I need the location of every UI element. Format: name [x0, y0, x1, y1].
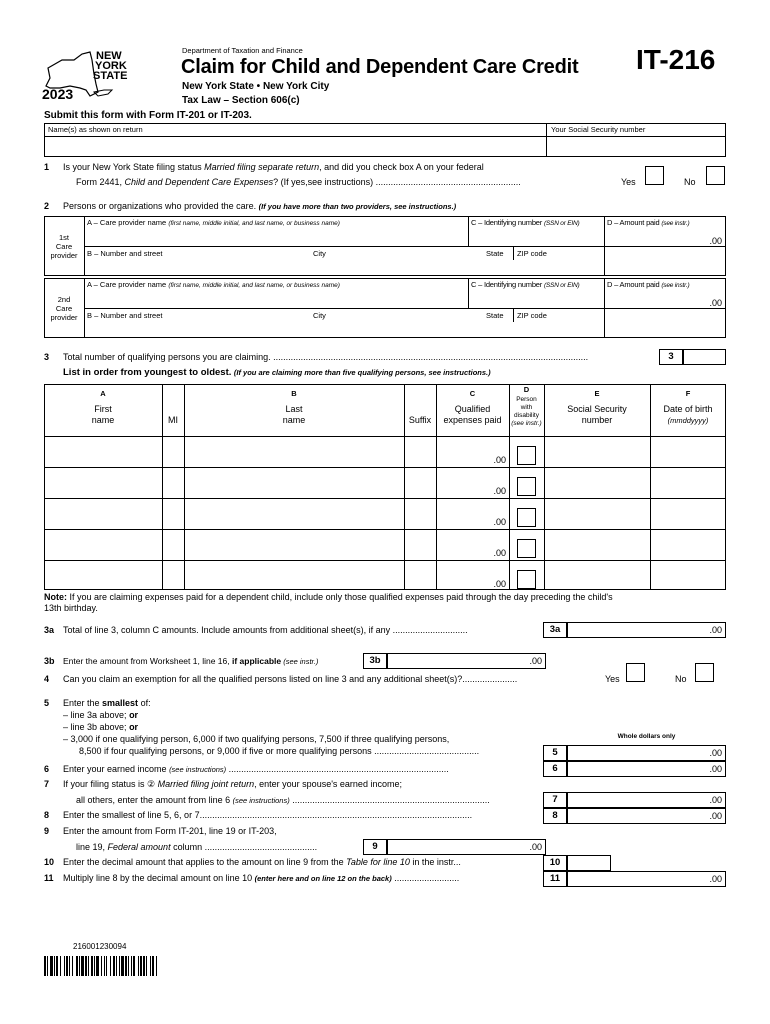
line5-smallest: smallest	[102, 698, 139, 708]
provider-1-street-label: B – Number and street	[87, 249, 163, 258]
line3a-text: Total of line 3, column C amounts. Include amounts from additional sheet(s), if any ..............................	[63, 625, 468, 635]
name-label: Name(s) as shown on return	[48, 125, 143, 134]
line6-number: 6	[44, 764, 50, 774]
col-d-label: (see instr.)	[511, 420, 542, 427]
col-b-label: name	[282, 415, 306, 425]
provider-2-name-field[interactable]	[85, 288, 467, 307]
provider-1-label	[45, 233, 83, 260]
line3-list-instruction: List in order from youngest to oldest.	[63, 367, 232, 378]
line10-field[interactable]	[567, 855, 611, 871]
provider-2-label-line: provider	[50, 313, 78, 322]
line5-option-or: or	[129, 722, 139, 732]
col-c-label: Qualified	[454, 404, 491, 414]
line4-yes-label: Yes	[605, 674, 620, 684]
line5-text-b: of:	[138, 698, 151, 708]
barcode-icon	[44, 956, 196, 976]
tax-law-reference: Tax Law – Section 606(c)	[182, 95, 300, 106]
line11-amount: .00	[709, 874, 722, 884]
form-subtitle: New York State • New York City	[182, 81, 330, 92]
line6-box-label: 6	[543, 761, 567, 777]
divider	[44, 560, 726, 561]
line5-option-text: – line 3a above;	[63, 710, 130, 720]
line3a-number: 3a	[44, 625, 55, 635]
line1-text-a	[63, 162, 484, 172]
col-b-letter: B	[291, 389, 297, 398]
row-1-expenses[interactable]: .00	[493, 455, 506, 465]
line11-number: 11	[44, 873, 54, 883]
line5-option-text: – line 3b above;	[63, 722, 130, 732]
row-4-disability-checkbox[interactable]	[517, 539, 536, 558]
line3-count-field[interactable]	[683, 349, 726, 365]
line6-leader: ........................................................................................	[226, 764, 449, 774]
logo-text-york: YORK	[95, 60, 127, 72]
col-e-header	[544, 404, 650, 426]
line3-number: 3	[44, 352, 50, 362]
line3-text: Total number of qualifying persons you are claiming. ..............................................................................................................................	[63, 352, 589, 362]
line1-number: 1	[44, 162, 50, 172]
provider-2-id-field[interactable]	[469, 288, 603, 307]
line4-number: 4	[44, 674, 50, 684]
provider-2-d-label: D – Amount paid	[607, 280, 660, 289]
line11-box-label: 11	[543, 871, 567, 887]
row-5-disability-checkbox[interactable]	[517, 570, 536, 589]
line3b-text: Enter the amount from Worksheet 1, line 16,	[63, 656, 232, 666]
provider-1-address-field[interactable]	[85, 259, 603, 275]
divider	[84, 308, 726, 309]
col-a-label: name	[91, 415, 115, 425]
line7-text-b-main: all others, enter the amount from line 6	[76, 795, 233, 805]
provider-1-amount[interactable]: .00	[709, 236, 722, 246]
col-d-label: disability	[514, 412, 539, 419]
col-e-letter: E	[594, 389, 600, 398]
line8-amount: .00	[709, 811, 722, 821]
provider-2-a-label: A – Care provider name	[87, 280, 167, 289]
col-suffix-header: Suffix	[408, 415, 432, 425]
line3b-box-label: 3b	[363, 653, 387, 669]
provider-1-d-label: D – Amount paid	[607, 218, 660, 227]
line2-note: (If you have more than two providers, see instructions.)	[258, 202, 457, 211]
form-title: Claim for Child and Dependent Care Credit	[181, 56, 579, 78]
col-b-label: Last	[285, 404, 303, 414]
provider-2-label-line: Care	[55, 304, 73, 313]
divider	[44, 467, 726, 468]
line1-no-label: No	[684, 177, 696, 187]
state-logo	[40, 46, 140, 102]
row-2-disability-checkbox[interactable]	[517, 477, 536, 496]
line10-text-b: in the instr...	[409, 857, 461, 867]
line1-text-b	[76, 177, 521, 187]
col-a-header	[44, 404, 162, 426]
row-4-expenses[interactable]: .00	[493, 548, 506, 558]
line5-box-label: 5	[543, 745, 567, 761]
col-f-header	[650, 404, 726, 426]
provider-2-city-label: City	[313, 311, 326, 320]
line10-table-name: Table for line 10	[346, 857, 410, 867]
divider	[513, 308, 514, 322]
provider-1-label-line: provider	[50, 251, 78, 260]
line7-text-b	[76, 795, 490, 805]
line11-text: Multiply line 8 by the decimal amount on line 10	[63, 873, 255, 883]
line1-yes-label: Yes	[621, 177, 636, 187]
divider	[604, 216, 605, 246]
divider	[44, 436, 726, 437]
line3a-amount: .00	[709, 625, 722, 635]
line9-text-a: Enter the amount from Form IT-201, line 19 or IT-203,	[63, 826, 277, 836]
barcode-image	[44, 956, 196, 976]
line7-number: 7	[44, 779, 50, 789]
row-3-disability-checkbox[interactable]	[517, 508, 536, 527]
line11-leader: ..........................	[391, 873, 460, 883]
line3-list-instruction-wrap	[63, 367, 491, 378]
line1-form-end: ? (If yes,see instructions) ..........................................................	[273, 177, 521, 187]
line5-option-3: – 3,000 if one qualifying person, 6,000 if two qualifying persons, 7,500 if three qualifying persons,	[63, 734, 450, 744]
provider-2-label	[45, 295, 83, 322]
line8-text: Enter the smallest of line 5, 6, or 7.............................................................................................................	[63, 810, 473, 820]
line1-yes-checkbox[interactable]	[645, 166, 664, 185]
line10-number: 10	[44, 857, 55, 867]
provider-1-d-note: (see instr.)	[661, 220, 690, 227]
line3a-box-label: 3a	[543, 622, 567, 638]
line9-text-b-main: line 19,	[76, 842, 108, 852]
line7-leader: ...............................................................................	[289, 795, 490, 805]
divider	[604, 246, 605, 276]
logo-text-state: STATE	[93, 70, 128, 82]
line5-option-2	[63, 722, 138, 732]
line3-list-note: (If you are claiming more than five qualifying persons, see instructions.)	[233, 368, 491, 377]
row-2-expenses[interactable]: .00	[493, 486, 506, 496]
line10-text-a: Enter the decimal amount that applies to the amount on line 9 from the	[63, 857, 347, 867]
line9-text-b	[76, 842, 317, 852]
line11-note: (enter here and on line 12 on the back)	[254, 874, 392, 883]
line7-amount: .00	[709, 795, 722, 805]
form-number: IT-216	[636, 44, 716, 75]
ssn-field[interactable]	[547, 137, 725, 156]
line5-number: 5	[44, 698, 50, 708]
provider-1-c-note: (SSN or EIN)	[543, 220, 580, 227]
provider-1-name-field[interactable]	[85, 226, 467, 245]
provider-1-label-line: Care	[55, 242, 73, 251]
line1-form-text: Form 2441,	[76, 177, 125, 187]
col-f-label: (mmddyyyy)	[667, 416, 709, 425]
line2-number: 2	[44, 201, 50, 211]
col-d-label: with	[520, 404, 533, 411]
col-a-letter: A	[100, 389, 106, 398]
col-f-label: Date of birth	[663, 404, 713, 414]
provider-2-d-note: (see instr.)	[661, 282, 690, 289]
row-5-expenses[interactable]: .00	[493, 579, 506, 589]
line6-text-wrap	[63, 764, 449, 774]
divider	[44, 498, 726, 499]
col-d-letter: D	[523, 385, 530, 394]
divider	[84, 246, 726, 247]
line5-text-a: Enter the	[63, 698, 103, 708]
line1-form-name: Child and Dependent Care Expenses	[124, 177, 274, 187]
line4-no-checkbox[interactable]	[695, 663, 714, 682]
line6-note: (see instructions)	[169, 765, 227, 774]
col-b-header	[184, 404, 404, 426]
provider-1-a-label: A – Care provider name	[87, 218, 167, 227]
col-a-label: First	[94, 404, 112, 414]
line7-box-label: 7	[543, 792, 567, 808]
line3b-number: 3b	[44, 656, 55, 666]
divider	[604, 308, 605, 338]
provider-2-c-label: C – Identifying number	[471, 280, 543, 289]
provider-1-a-note: (first name, middle initial, and last name, or business name)	[168, 220, 340, 227]
tax-year: 2023	[42, 86, 74, 102]
line7-note: (see instructions)	[232, 796, 290, 805]
divider	[44, 529, 726, 530]
line1-filing-status: Married filing separate return	[204, 162, 320, 172]
name-field[interactable]	[45, 137, 545, 156]
line3b-text-wrap	[63, 656, 318, 666]
department-name: Department of Taxation and Finance	[182, 46, 303, 55]
provider-2-label-line: 2nd	[57, 295, 71, 304]
col-mi-header: MI	[168, 415, 178, 425]
line10-text	[63, 857, 461, 867]
divider	[513, 246, 514, 260]
line8-box-label: 8	[543, 808, 567, 824]
provider-1-c-label: C – Identifying number	[471, 218, 543, 227]
provider-2-street-label: B – Number and street	[87, 311, 163, 320]
provider-1-amount-label	[607, 218, 689, 227]
col-e-label: Social Security	[567, 404, 627, 414]
line4-text: Can you claim an exemption for all the qualified persons listed on line 3 and any additional sheet(s)?......................	[63, 674, 518, 684]
child-note	[44, 592, 613, 602]
line5-option-1	[63, 710, 138, 720]
line3b-note: (see instr.)	[281, 657, 319, 666]
line1-text: Is your New York State filing status	[63, 162, 205, 172]
child-note-line2: 13th birthday.	[44, 603, 98, 613]
line8-number: 8	[44, 810, 50, 820]
col-c-letter: C	[469, 389, 476, 398]
divider	[604, 278, 605, 308]
provider-1-label-line: 1st	[58, 233, 69, 242]
provider-1-zip-label: ZIP code	[517, 249, 547, 258]
provider-1-state-label: State	[486, 249, 504, 258]
note-text: If you are claiming expenses paid for a dependent child, include only those qualified expenses paid through the day preceding the child's	[67, 592, 613, 602]
line5-amount: .00	[709, 748, 722, 758]
provider-2-state-label: State	[486, 311, 504, 320]
line2-text: Persons or organizations who provided the care.	[63, 201, 257, 211]
line9-leader: column .............................................	[170, 842, 318, 852]
line6-amount: .00	[709, 764, 722, 774]
provider-2-address-field[interactable]	[85, 321, 603, 337]
col-c-label: expenses paid	[443, 415, 502, 425]
line1-text-end: , and did you check box A on your federal	[319, 162, 484, 172]
note-label: Note:	[44, 592, 67, 602]
line9-box-label: 9	[363, 839, 387, 855]
line9-federal-amount: Federal amount	[107, 842, 171, 852]
provider-2-a-note: (first name, middle initial, and last name, or business name)	[168, 282, 340, 289]
ssn-label: Your Social Security number	[551, 125, 646, 134]
col-d-header	[509, 396, 544, 428]
line3b-amount: .00	[529, 656, 542, 666]
line6-text: Enter your earned income	[63, 764, 170, 774]
line11-text-wrap	[63, 873, 459, 883]
line4-yes-checkbox[interactable]	[626, 663, 645, 682]
line1-no-checkbox[interactable]	[706, 166, 725, 185]
provider-1-id-field[interactable]	[469, 226, 603, 245]
whole-dollars-note: Whole dollars only	[617, 733, 676, 740]
line7-text: If your filing status is ②	[63, 779, 158, 789]
line9-amount: .00	[529, 842, 542, 852]
col-f-letter: F	[685, 389, 691, 398]
submit-instruction: Submit this form with Form IT-201 or IT-203.	[44, 110, 252, 121]
col-e-label: number	[581, 415, 613, 425]
line5-option-or: or	[129, 710, 139, 720]
row-1-disability-checkbox[interactable]	[517, 446, 536, 465]
line7-text-a	[63, 779, 402, 790]
logo-text-new: NEW	[96, 50, 122, 62]
col-d-label: Person	[516, 396, 537, 403]
line3b-bold: if applicable	[231, 656, 282, 666]
row-3-expenses[interactable]: .00	[493, 517, 506, 527]
line5-text	[63, 698, 151, 708]
line7-text-end: , enter your spouse's earned income;	[254, 779, 402, 789]
col-c-header	[436, 404, 509, 426]
provider-2-zip-label: ZIP code	[517, 311, 547, 320]
provider-2-c-note: (SSN or EIN)	[543, 282, 580, 289]
barcode-number: 216001230094	[73, 942, 127, 951]
line5-option-3b: 8,500 if four qualifying persons, or 9,000 if five or more qualifying persons ..........................................	[79, 746, 480, 756]
line3-box-label: 3	[659, 349, 683, 365]
line7-filing-status: Married filing joint return	[157, 779, 255, 789]
line2-text-wrap	[63, 201, 456, 211]
line9-number: 9	[44, 826, 50, 836]
line4-no-label: No	[675, 674, 687, 684]
line10-box-label: 10	[543, 855, 567, 871]
provider-2-amount[interactable]: .00	[709, 298, 722, 308]
provider-2-amount-label	[607, 280, 689, 289]
provider-1-city-label: City	[313, 249, 326, 258]
